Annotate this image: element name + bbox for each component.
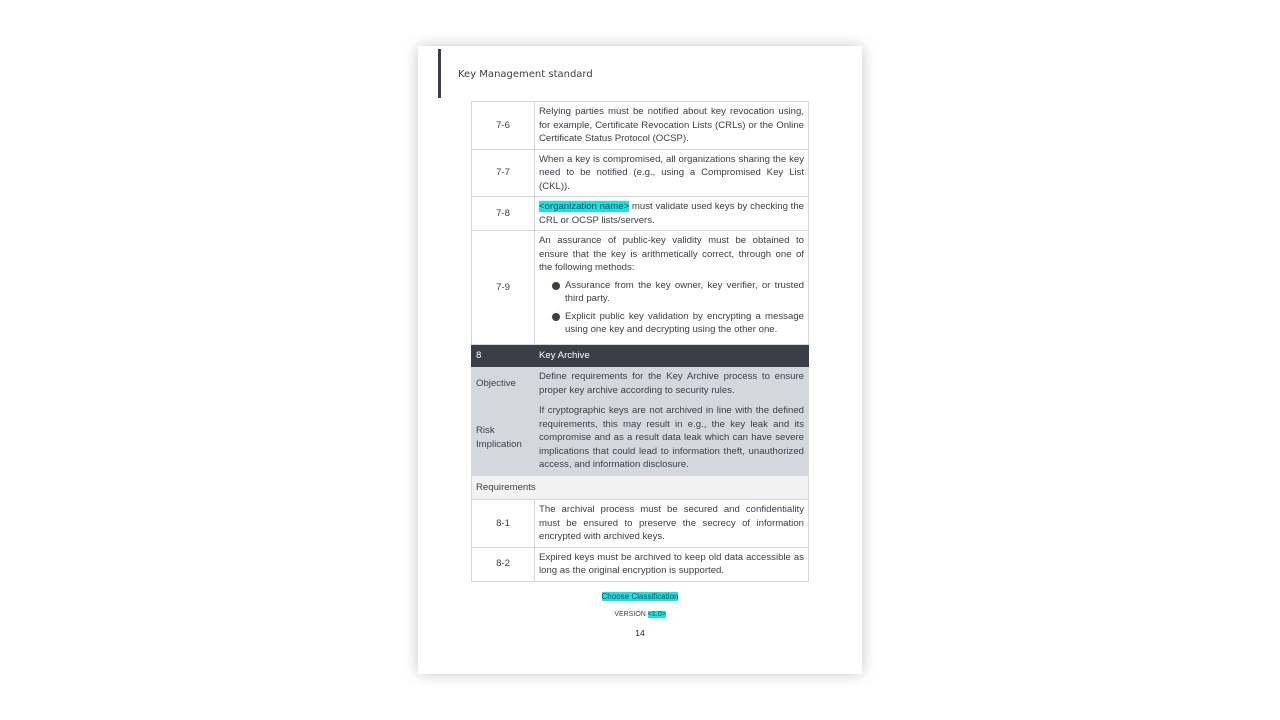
table-row xyxy=(472,149,809,197)
version-value: <1.0> xyxy=(647,611,666,618)
row-text: Expired keys must be archived to keep old data accessible as long as the original encryption is supported. xyxy=(535,547,809,581)
row-text: When a key is compromised, all organizations sharing the key need to be notified (e.g., using a Compromised Key List (CKL)). xyxy=(535,149,809,197)
row-id: 8-2 xyxy=(472,547,535,581)
table-row xyxy=(472,547,809,581)
objective-row xyxy=(472,367,809,401)
objective-label: Objective xyxy=(472,367,535,401)
row-text xyxy=(535,197,809,231)
table-row xyxy=(472,231,809,345)
row-id: 7-6 xyxy=(472,102,535,150)
row-text: Relying parties must be notified about key revocation using, for example, Certificate Revocation Lists (CRLs) or the Online Certificate Status Protocol (OCSP). xyxy=(535,102,809,150)
risk-label: Risk Implication xyxy=(472,401,535,476)
section-title: Key Archive xyxy=(535,344,809,367)
classification-footer xyxy=(418,592,862,601)
requirements-header-row xyxy=(472,475,809,500)
list-item: Assurance from the key owner, key verifier, or trusted third party. xyxy=(565,279,804,304)
version-label: VERSION xyxy=(614,611,648,618)
version-footer xyxy=(418,611,862,618)
list-item: Explicit public key validation by encrypting a message using one key and decrypting using the other one. xyxy=(565,310,804,335)
header-accent-bar xyxy=(438,49,441,98)
requirements-table xyxy=(471,101,809,582)
section-number: 8 xyxy=(472,344,535,367)
risk-row xyxy=(472,401,809,476)
row-text: An assurance of public-key validity must be obtained to ensure that the key is arithmetically correct, through one of the following methods: xyxy=(539,235,804,273)
risk-text: If cryptographic keys are not archived in line with the defined requirements, this may result in e.g., the key leak and its compromise and as a result data leak which can have severe implications that could lead to information theft, unauthorized access, and information disclosure. xyxy=(535,401,809,476)
table-row xyxy=(472,197,809,231)
row-text-cell xyxy=(535,231,809,345)
requirements-label: Requirements xyxy=(472,475,809,500)
page-number: 14 xyxy=(635,628,645,638)
header-title: Key Management standard xyxy=(458,69,593,80)
document-page xyxy=(418,46,862,674)
table-row xyxy=(472,500,809,548)
organization-name-placeholder: <organization name> xyxy=(539,201,630,212)
method-list xyxy=(539,279,804,337)
row-text: The archival process must be secured and confidentiality must be ensured to preserve the secrecy of information encrypted with archived keys. xyxy=(535,500,809,548)
row-id: 7-8 xyxy=(472,197,535,231)
row-text-rest: must validate used keys by checking the CRL or OCSP lists/servers. xyxy=(539,201,804,226)
row-id: 7-9 xyxy=(472,231,535,345)
row-id: 8-1 xyxy=(472,500,535,548)
section-header-row xyxy=(472,344,809,367)
row-id: 7-7 xyxy=(472,149,535,197)
table-row xyxy=(472,102,809,150)
objective-text: Define requirements for the Key Archive process to ensure proper key archive according to security rules. xyxy=(535,367,809,401)
classification-label: Choose Classification xyxy=(601,592,679,601)
